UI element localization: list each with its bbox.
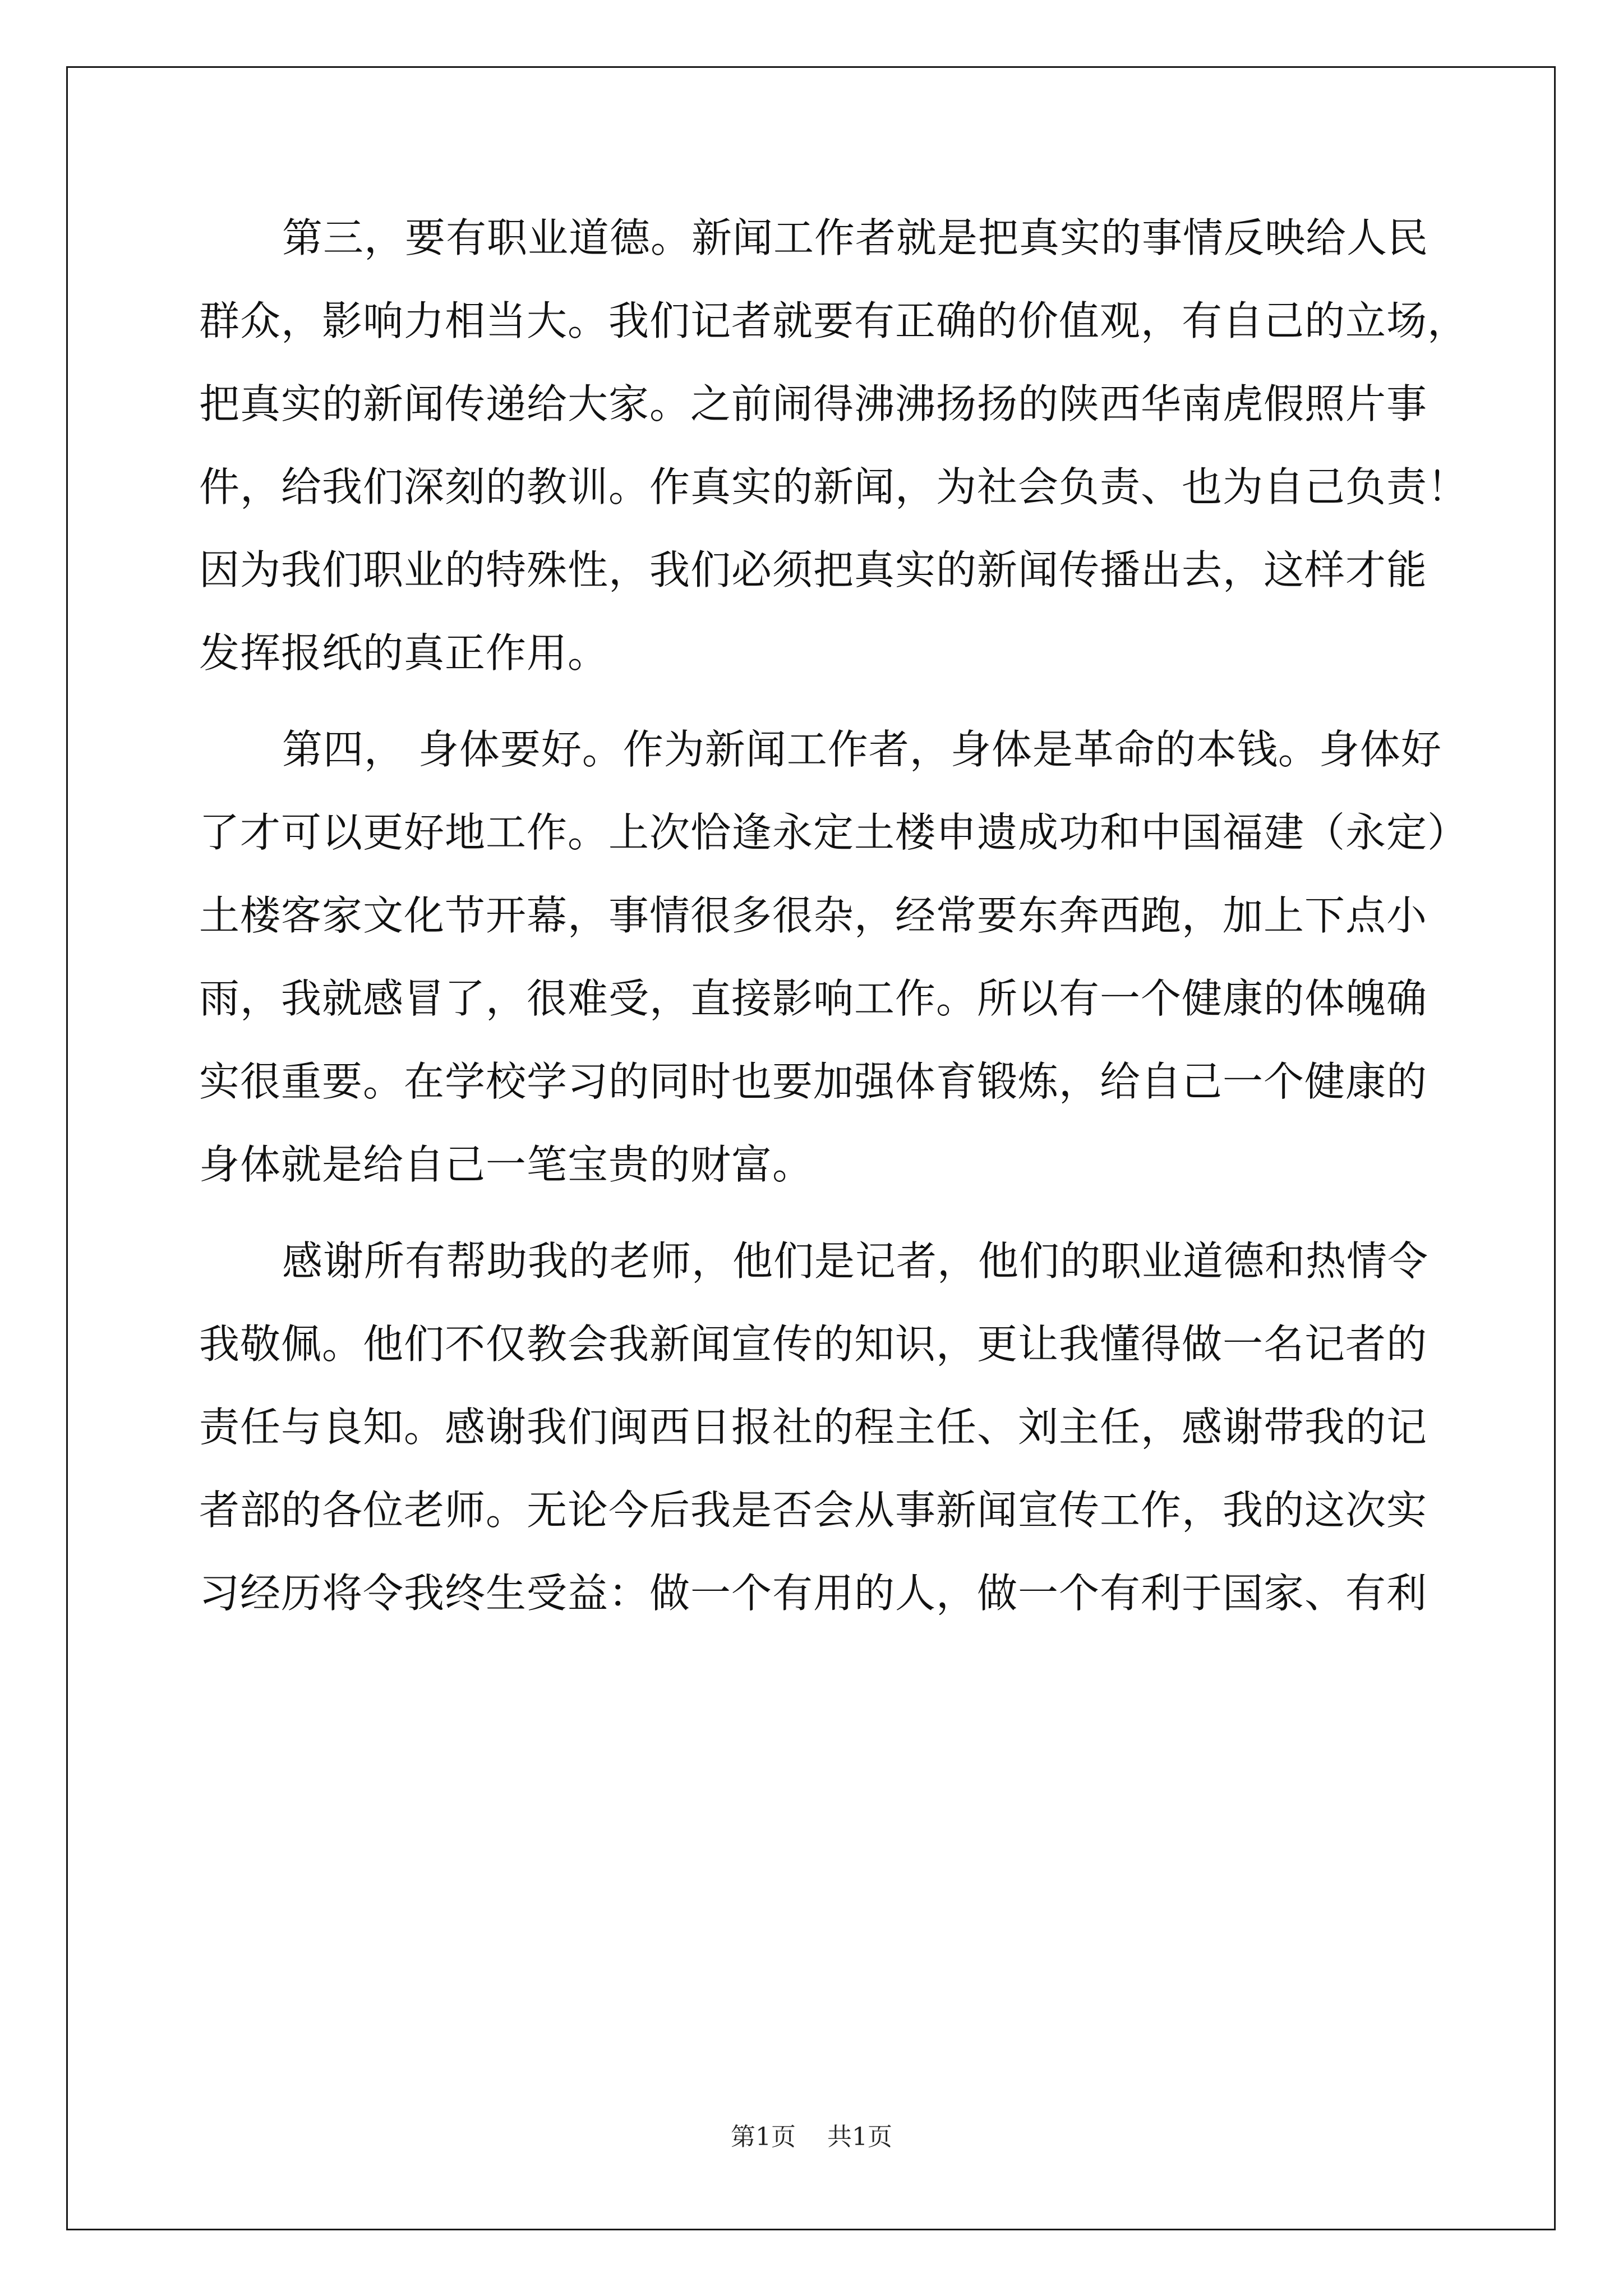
paragraph-2-line-3: 土楼客家文化节开幕，事情很多很杂，经常要东奔西跑，加上下点小 xyxy=(199,892,1428,939)
paragraph-2-line-2: 了才可以更好地工作。上次恰逢永定土楼申遗成功和中国福建（永定） xyxy=(199,809,1469,856)
paragraph-2-line-5: 实很重要。在学校学习的同时也要加强体育锻炼，给自己一个健康的 xyxy=(199,1058,1428,1105)
paragraph-3-line-4: 者部的各位老师。无论今后我是否会从事新闻宣传工作，我的这次实 xyxy=(199,1487,1428,1534)
paragraph-1-line-2: 群众，影响力相当大。我们记者就要有正确的价值观，有自己的立场， xyxy=(199,297,1469,344)
page-number-current: 第1页 xyxy=(731,2123,796,2151)
paragraph-1-line-4: 件，给我们深刻的教训。作真实的新闻，为社会负责、也为自己负责！ xyxy=(199,463,1469,510)
paragraph-1-line-3: 把真实的新闻传递给大家。之前闹得沸沸扬扬的陕西华南虎假照片事 xyxy=(199,380,1428,427)
paragraph-1-line-6: 发挥报纸的真正作用。 xyxy=(199,629,609,677)
page-number-total: 共1页 xyxy=(827,2123,892,2151)
paragraph-3-line-1: 感谢所有帮助我的老师，他们是记者，他们的职业道德和热情令 xyxy=(282,1237,1429,1285)
paragraph-3-line-2: 我敬佩。他们不仅教会我新闻宣传的知识，更让我懂得做一名记者的 xyxy=(199,1320,1428,1368)
paragraph-2-line-4: 雨，我就感冒了，很难受，直接影响工作。所以有一个健康的体魄确 xyxy=(199,975,1428,1022)
paragraph-3-line-5: 习经历将令我终生受益：做一个有用的人，做一个有利于国家、有利 xyxy=(199,1570,1428,1617)
paragraph-2-line-6: 身体就是给自己一笔宝贵的财富。 xyxy=(199,1141,814,1188)
paragraph-1-line-1: 第三，要有职业道德。新闻工作者就是把真实的事情反映给人民 xyxy=(282,214,1429,261)
paragraph-3-line-3: 责任与良知。感谢我们闽西日报社的程主任、刘主任，感谢带我的记 xyxy=(199,1404,1428,1451)
paragraph-2-line-1: 第四， 身体要好。作为新闻工作者，身体是革命的本钱。身体好 xyxy=(282,726,1442,773)
paragraph-1-line-5: 因为我们职业的特殊性，我们必须把真实的新闻传播出去，这样才能 xyxy=(199,546,1428,593)
page-footer xyxy=(0,2125,1623,2150)
